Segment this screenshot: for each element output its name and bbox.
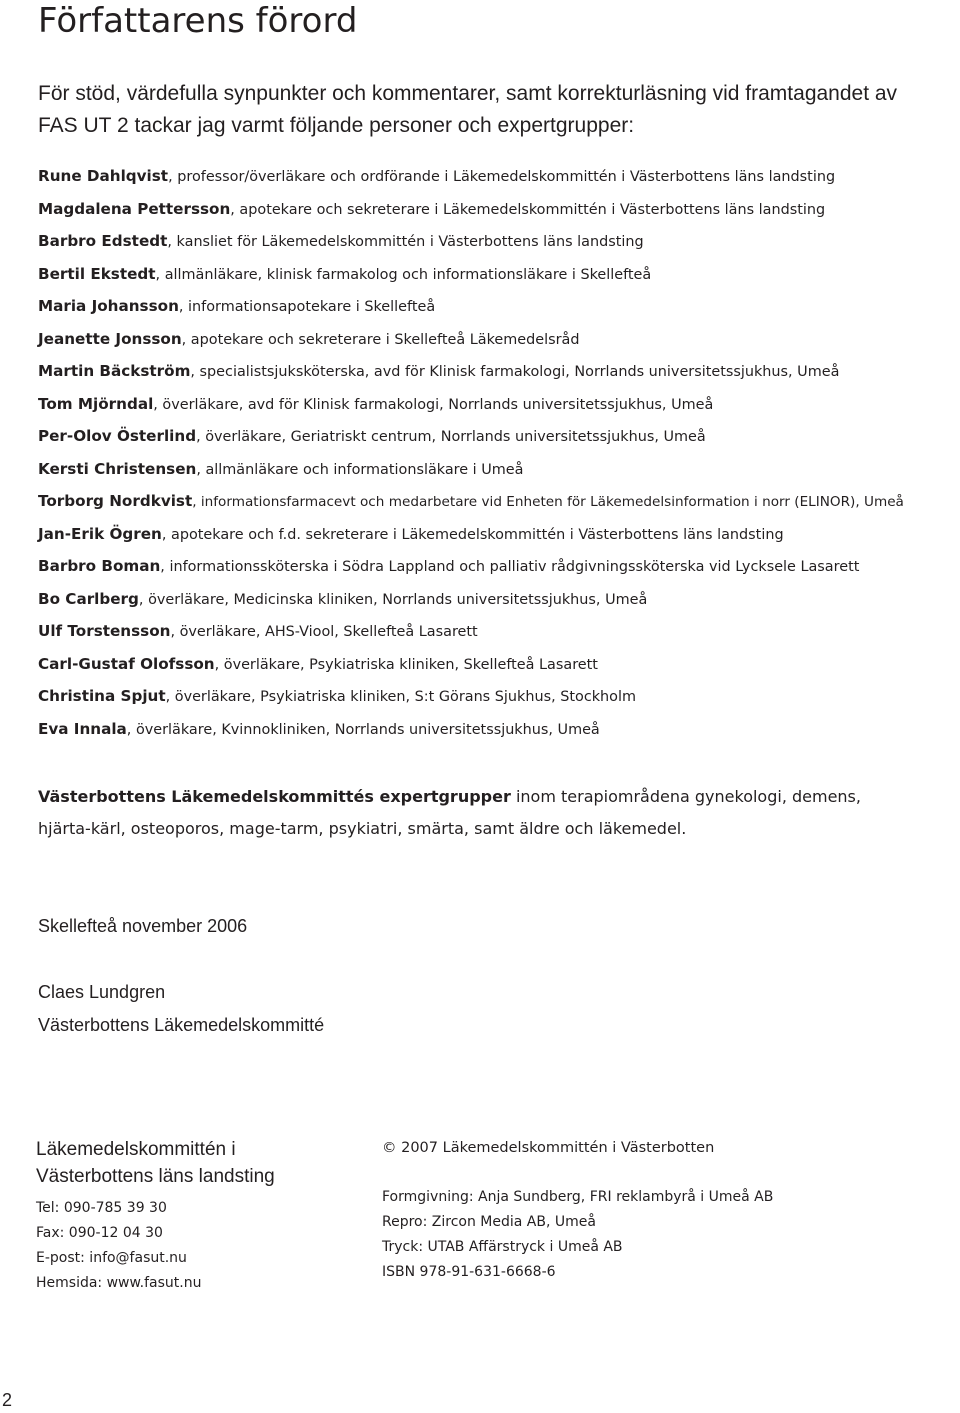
person-role: , överläkare, Medicinska kliniken, Norrlands universitetssjukhus, Umeå bbox=[138, 591, 648, 608]
person-name: Kersti Christensen bbox=[38, 459, 197, 478]
person-name: Per-Olov Österlind bbox=[38, 427, 197, 445]
email: E-post: info@fasut.nu bbox=[36, 1250, 187, 1266]
list-item bbox=[38, 388, 958, 421]
list-item bbox=[38, 680, 958, 713]
list-item bbox=[38, 420, 958, 453]
design-credit: Formgivning: Anja Sundberg, FRI reklambyrå i Umeå AB bbox=[382, 1189, 774, 1205]
person-role: , informationssköterska i Södra Lappland och palliativ rådgivningssköterska vid Lycksele Lasarett bbox=[160, 559, 860, 575]
person-name: Torborg Nordkvist bbox=[38, 492, 193, 510]
list-item bbox=[38, 648, 958, 681]
person-role: , överläkare, Psykiatriska kliniken, S:t Görans Sjukhus, Stockholm bbox=[165, 689, 637, 705]
person-name: Barbro Boman bbox=[38, 557, 161, 575]
person-role: , överläkare, avd för Klinisk farmakologi, Norrlands universitetssjukhus, Umeå bbox=[153, 396, 714, 413]
copyright-notice: © 2007 Läkemedelskommittén i Västerbotten bbox=[382, 1140, 715, 1156]
person-name: Bertil Ekstedt bbox=[38, 264, 156, 283]
person-role: , professor/överläkare och ordförande i Läkemedelskommittén i Västerbottens läns landsting bbox=[168, 169, 836, 185]
list-item bbox=[38, 323, 958, 356]
person-name: Eva Innala bbox=[38, 719, 127, 738]
acknowledgement-list bbox=[38, 160, 958, 745]
list-item bbox=[38, 225, 958, 258]
person-name: Tom Mjörndal bbox=[38, 394, 154, 413]
website: Hemsida: www.fasut.nu bbox=[36, 1275, 202, 1291]
person-role: , allmänläkare, klinisk farmakolog och informationsläkare i Skellefteå bbox=[155, 266, 652, 283]
person-name: Maria Johansson bbox=[38, 297, 179, 315]
isbn: ISBN 978-91-631-6668-6 bbox=[382, 1264, 556, 1280]
print-credit: Tryck: UTAB Affärstryck i Umeå AB bbox=[382, 1239, 623, 1255]
person-role: , överläkare, Kvinnokliniken, Norrlands universitetssjukhus, Umeå bbox=[126, 721, 600, 738]
person-role: , apotekare och sekreterare i Läkemedelskommittén i Västerbottens läns landsting bbox=[230, 201, 826, 218]
person-role: , informationsfarmacevt och medarbetare vid Enheten för Läkemedelsinformation i norr (ELINOR), Umeå bbox=[192, 494, 904, 510]
list-item bbox=[38, 615, 958, 648]
credits-block bbox=[382, 1136, 942, 1285]
telephone: Tel: 090-785 39 30 bbox=[36, 1200, 167, 1216]
expert-groups-text: inom terapiområdena gynekologi, demens, hjärta-kärl, osteoporos, mage-tarm, psykiatri, smärta, samt äldre och läkemedel. bbox=[38, 787, 861, 838]
person-role: , informationsapotekare i Skellefteå bbox=[178, 299, 436, 315]
person-name: Bo Carlberg bbox=[38, 589, 139, 608]
list-item bbox=[38, 193, 958, 226]
page-title: Författarens förord bbox=[38, 1, 358, 41]
list-item bbox=[38, 160, 958, 193]
person-name: Jeanette Jonsson bbox=[38, 329, 182, 348]
intro-paragraph: För stöd, värdefulla synpunkter och kommentarer, samt korrekturläsning vid framtagandet av FAS UT 2 tackar jag varmt följande personer och expertgrupper: bbox=[38, 82, 898, 137]
person-name: Jan-Erik Ögren bbox=[38, 524, 162, 543]
person-role: , allmänläkare och informationsläkare i Umeå bbox=[196, 461, 524, 478]
signature-block bbox=[38, 976, 324, 1042]
person-role: , överläkare, Geriatriskt centrum, Norrlands universitetssjukhus, Umeå bbox=[196, 429, 706, 445]
person-role: , specialistsjuksköterska, avd för Klinisk farmakologi, Norrlands universitetssjukhus, Umeå bbox=[190, 364, 840, 380]
fax: Fax: 090-12 04 30 bbox=[36, 1225, 163, 1241]
list-item bbox=[38, 518, 958, 551]
author-organization: Västerbottens Läkemedelskommitté bbox=[38, 1015, 325, 1035]
publisher-name-line-2: Västerbottens läns landsting bbox=[36, 1166, 275, 1187]
place-date: Skellefteå november 2006 bbox=[38, 916, 248, 936]
person-name: Christina Spjut bbox=[38, 687, 166, 705]
list-item bbox=[38, 453, 958, 486]
person-name: Magdalena Pettersson bbox=[38, 199, 231, 218]
page-number: 2 bbox=[2, 1390, 13, 1410]
person-role: , överläkare, AHS-Viool, Skellefteå Lasarett bbox=[170, 624, 478, 640]
person-name: Barbro Edstedt bbox=[38, 232, 168, 250]
repro-credit: Repro: Zircon Media AB, Umeå bbox=[382, 1214, 596, 1230]
person-name: Martin Bäckström bbox=[38, 362, 191, 380]
person-name: Rune Dahlqvist bbox=[38, 167, 169, 185]
list-item bbox=[38, 550, 958, 583]
list-item bbox=[38, 355, 958, 388]
publisher-name-line-1: Läkemedelskommittén i bbox=[36, 1139, 236, 1160]
list-item bbox=[38, 583, 958, 616]
person-role: , överläkare, Psykiatriska kliniken, Skellefteå Lasarett bbox=[214, 656, 598, 673]
person-role: , kansliet för Läkemedelskommittén i Västerbottens läns landsting bbox=[167, 234, 644, 250]
person-role: , apotekare och f.d. sekreterare i Läkemedelskommittén i Västerbottens läns landsting bbox=[161, 526, 784, 543]
expert-groups-paragraph bbox=[38, 781, 918, 845]
publisher-name bbox=[36, 1136, 366, 1190]
list-item bbox=[38, 258, 958, 291]
person-role: , apotekare och sekreterare i Skellefteå Läkemedelsråd bbox=[181, 331, 580, 348]
person-name: Carl-Gustaf Olofsson bbox=[38, 654, 215, 673]
list-item bbox=[38, 713, 958, 746]
contact-block bbox=[36, 1136, 366, 1296]
list-item bbox=[38, 485, 958, 518]
author-name: Claes Lundgren bbox=[38, 982, 166, 1002]
person-name: Ulf Torstensson bbox=[38, 622, 171, 640]
expert-groups-title: Västerbottens Läkemedelskommittés expertgrupper bbox=[38, 787, 511, 806]
list-item bbox=[38, 290, 958, 323]
